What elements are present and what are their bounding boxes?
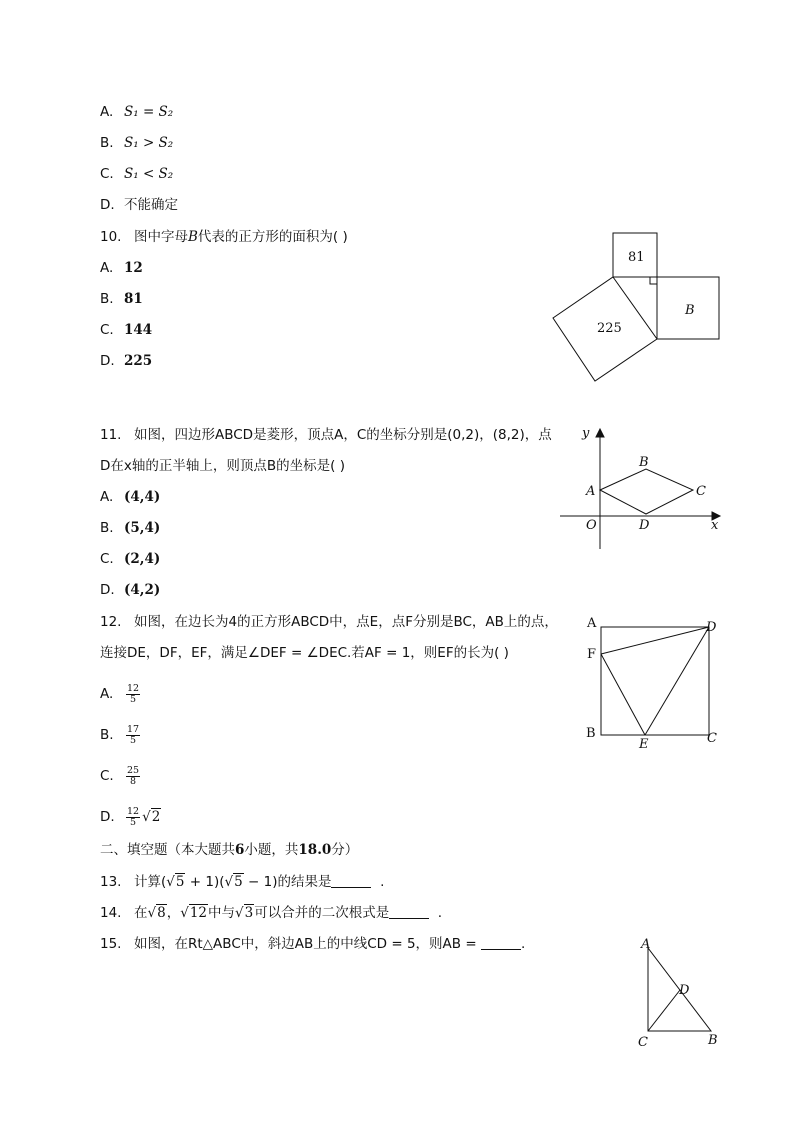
q14-root1: √8 [147, 905, 166, 921]
q10-right-angle-mark [650, 277, 657, 284]
q14-root3: √3 [235, 905, 254, 921]
q11-option-d: D. (4,2) [100, 582, 161, 598]
q15-label-c: C [638, 1035, 648, 1050]
q12-segment-de [645, 627, 709, 735]
q10-option-c: C. 144 [100, 322, 153, 338]
q12-option-d-root: √2 [142, 809, 161, 825]
q15-median-cd [648, 990, 680, 1031]
q12-label-a: A [587, 616, 597, 631]
q13-answer-blank [331, 873, 371, 888]
q12-option-b: B. $\frac{17}{5}$ [100, 723, 140, 746]
q12-option-a-fraction: $\frac{12}{5}$ [127, 682, 140, 705]
q11-rhombus [600, 469, 693, 514]
q11-y-axis-arrow [596, 429, 604, 437]
q10-option-b: B. 81 [100, 291, 143, 307]
q10-label-left: 225 [597, 321, 622, 336]
q15-triangle-figure [634, 936, 724, 1052]
q11-label-b: B [639, 455, 649, 470]
q12-segment-df [601, 627, 709, 654]
q12-square-figure [582, 612, 722, 754]
q15-label-d: D [679, 983, 690, 998]
q15-label-a: A [641, 937, 651, 952]
q13-root2: √5 [224, 874, 243, 890]
q11-label-o: O [586, 518, 597, 533]
q14-root2: √12 [180, 905, 207, 921]
q12-label-f: F [587, 647, 597, 662]
q10-option-d: D. 225 [100, 353, 153, 369]
q11-stem-line2: D在x轴的正半轴上，则顶点B的坐标是( ) [100, 458, 345, 474]
q12-label-c: C [707, 731, 717, 746]
q15-stem: 15. 如图，在Rt△ABC中，斜边AB上的中线CD = 5，则AB = . [100, 936, 526, 952]
q13-stem: 13. 计算(√5 + 1)(√5 − 1)的结果是 . [100, 874, 385, 890]
q12-label-d: D [706, 620, 717, 635]
q10-label-right: B [685, 303, 695, 318]
q9-option-d: D. 不能确定 [100, 197, 178, 213]
q14-answer-blank [389, 904, 429, 919]
q12-label-b: B [586, 726, 596, 741]
q10-stem: 10. 图中字母B代表的正方形的面积为( ) [100, 229, 348, 245]
q12-label-e: E [639, 737, 649, 752]
q9-option-c: C. S₁ < S₂ [100, 166, 174, 182]
q12-option-a: A. $\frac{12}{5}$ [100, 682, 140, 705]
q10-label-top: 81 [628, 250, 645, 265]
section-2-title: 二、填空题（本大题共6小题，共18.0分） [100, 842, 359, 858]
q13-root1: √5 [166, 874, 185, 890]
q15-label-b: B [708, 1033, 718, 1048]
q11-stem-line1: 11. 如图，四边形ABCD是菱形，顶点A，C的坐标分别是(0,2)，(8,2)，点 [100, 427, 552, 443]
q11-option-c: C. (2,4) [100, 551, 161, 567]
q11-label-a: A [586, 484, 596, 499]
q11-rhombus-figure [560, 425, 725, 553]
q12-option-c: C. $\frac{25}{8}$ [100, 764, 140, 787]
q10-option-a: A. 12 [100, 260, 143, 276]
q14-stem: 14. 在√8，√12中与√3可以合并的二次根式是 . [100, 905, 443, 921]
q11-option-b: B. (5,4) [100, 520, 161, 536]
q12-segment-ef [601, 654, 645, 735]
q11-option-a: A. (4,4) [100, 489, 161, 505]
q10-squares-figure [550, 230, 725, 385]
q11-label-c: C [696, 484, 706, 499]
q12-option-b-fraction: $\frac{17}{5}$ [127, 723, 140, 746]
q12-option-c-fraction: $\frac{25}{8}$ [127, 764, 140, 787]
q11-label-y: y [582, 426, 590, 441]
q12-option-d-fraction: $\frac{12}{5}$ [127, 805, 140, 828]
q12-stem-line1: 12. 如图，在边长为4的正方形ABCD中，点E，点F分别是BC，AB上的点， [100, 614, 558, 630]
q11-label-x: x [711, 518, 719, 533]
q12-stem-line2: 连接DE，DF，EF，满足∠DEF = ∠DEC.若AF = 1，则EF的长为( ) [100, 645, 509, 661]
q11-label-d: D [639, 518, 650, 533]
q9-option-a: A. S₁ = S₂ [100, 104, 174, 120]
q9-option-b: B. S₁ > S₂ [100, 135, 174, 151]
q15-answer-blank [481, 935, 521, 950]
q12-option-d: D. $\frac{12}{5}$ √2 [100, 805, 161, 828]
